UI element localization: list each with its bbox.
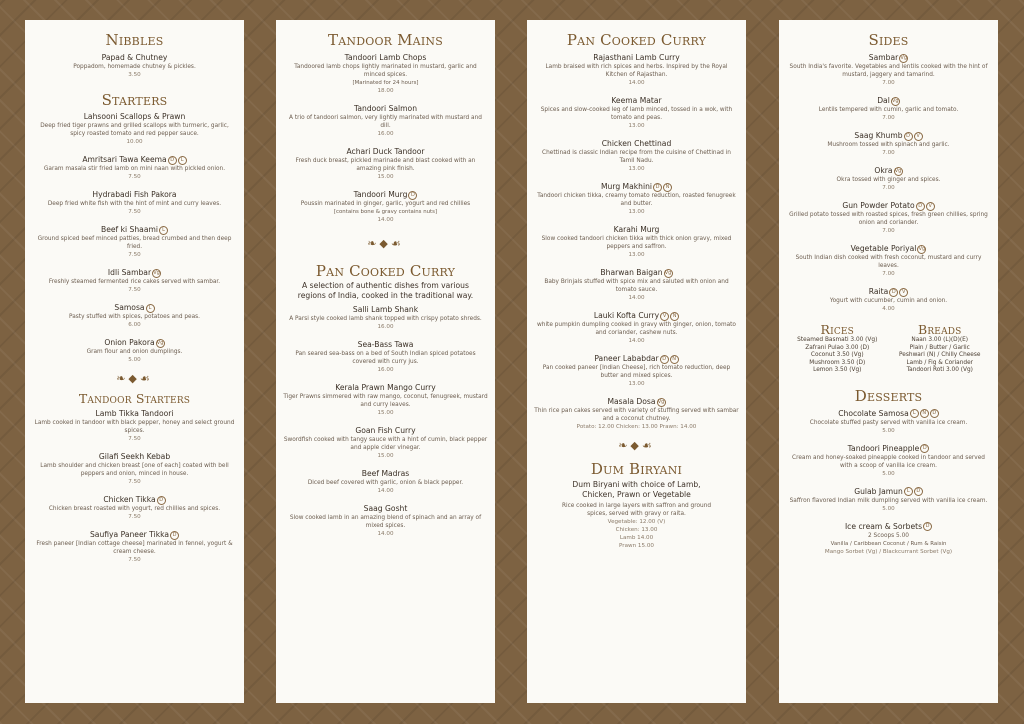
menu-item-price: 5.00 bbox=[882, 427, 895, 434]
biryani-price-lamb: Lamb 14.00 bbox=[619, 535, 654, 541]
menu-item-desc: A Parsi style cooked lamb shank topped with crispy potato shreds. bbox=[289, 316, 482, 322]
dietary-badge-icon: N bbox=[670, 355, 679, 364]
menu-item bbox=[534, 182, 739, 216]
tandoor-starters-list bbox=[32, 409, 237, 564]
dietary-badge-icon: Vg bbox=[894, 167, 902, 174]
menu-item-name bbox=[786, 244, 991, 254]
menu-item-name bbox=[283, 104, 488, 114]
nibbles-list bbox=[32, 53, 237, 79]
bread-item: Tandoori Roti 3.00 (Vg) bbox=[906, 367, 973, 374]
dietary-badge-icon: Vg bbox=[892, 97, 899, 104]
menu-item bbox=[786, 166, 991, 192]
ornament-divider-icon: ❧◆☙ bbox=[618, 439, 655, 452]
section-title-tandoor-starters: Tandoor Starters bbox=[78, 391, 191, 406]
menu-item-name bbox=[32, 155, 237, 165]
dietary-badge-icon: V bbox=[926, 202, 935, 211]
menu-item-name bbox=[283, 190, 488, 200]
menu-item-name-text: Sambar bbox=[868, 53, 899, 62]
menu-item-name bbox=[534, 268, 739, 278]
menu-item-desc: Cream and honey-soaked pineapple cooked in tandoor and served with a scoop of vanilla ice cream. bbox=[792, 454, 985, 469]
dietary-badge-icon: D bbox=[923, 522, 932, 531]
menu-item bbox=[786, 96, 991, 122]
menu-item-name bbox=[786, 444, 991, 454]
menu-item-price: 7.50 bbox=[128, 287, 141, 293]
dietary-badge-icon: D bbox=[914, 487, 923, 496]
menu-item-name bbox=[786, 53, 991, 63]
menu-item-name-text: Masala Dosa bbox=[607, 397, 656, 406]
dietary-badge-icon: L bbox=[178, 156, 187, 165]
menu-item-desc: Deep fried white fish with the hint of mint and curry leaves. bbox=[47, 201, 222, 207]
menu-item-name bbox=[534, 96, 739, 106]
menu-item-desc: Slow cooked tandoori chicken tikka with thick onion gravy, mixed peppers and saffron. bbox=[541, 236, 732, 250]
menu-item-name bbox=[534, 139, 739, 149]
menu-item-name-text: Raita bbox=[868, 287, 889, 296]
breads-column bbox=[889, 322, 992, 375]
menu-item bbox=[786, 487, 991, 513]
menu-item-desc: Gram flour and onion dumplings. bbox=[86, 349, 183, 355]
menu-item-name-text: Bharwan Baigan bbox=[600, 268, 663, 277]
menu-item bbox=[786, 53, 991, 87]
pan-cooked-continued-list bbox=[534, 53, 739, 431]
rices-breads bbox=[786, 322, 991, 375]
rice-item: Zafrani Pulao 3.00 (D) bbox=[805, 344, 870, 351]
dietary-badge-icon: L bbox=[146, 304, 155, 313]
menu-item-name-text: Keema Matar bbox=[611, 96, 662, 105]
menu-item-name-text: Lamb Tikka Tandoori bbox=[95, 409, 174, 418]
section-title-desserts: Desserts bbox=[854, 386, 923, 405]
menu-item bbox=[283, 469, 488, 495]
rice-item: Steamed Basmati 3.00 (Vg) bbox=[797, 337, 878, 343]
menu-item-name-text: Lauki Kofta Curry bbox=[593, 311, 660, 320]
menu-item bbox=[786, 444, 991, 478]
menu-item-name-text: Tandoori Salmon bbox=[353, 104, 418, 113]
menu-item-name-text: Saag Khumb bbox=[854, 131, 903, 140]
menu-item-price: 13.00 bbox=[628, 209, 645, 215]
menu-item-desc: Lamb cooked in tandoor with black pepper, honey and select ground spices. bbox=[34, 420, 235, 434]
menu-item-price: 16.00 bbox=[377, 324, 394, 330]
menu-item-name-text: Gulab Jamun bbox=[854, 486, 903, 496]
menu-item-desc: Tandoored lamb chops lightly marinated in mustard, garlic and minced spices. bbox=[294, 64, 477, 78]
menu-item-name-text: Tandoori Murg bbox=[353, 190, 408, 199]
menu-item-desc: Fresh paneer [Indian cottage cheese] marinated in fennel, yogurt & cream cheese. bbox=[36, 541, 233, 555]
menu-item-name bbox=[786, 201, 991, 211]
menu-panel-4 bbox=[779, 20, 998, 703]
pan-cooked-list bbox=[283, 305, 488, 538]
menu-item bbox=[32, 112, 237, 146]
menu-item-price: 4.00 bbox=[882, 306, 895, 312]
desserts-list bbox=[786, 409, 991, 556]
menu-item-name-text: Rajasthani Lamb Curry bbox=[593, 53, 680, 62]
menu-item-name bbox=[32, 112, 237, 122]
menu-item-name-text: Murg Makhini bbox=[600, 182, 653, 191]
menu-item-desc: Swordfish cooked with tangy sauce with a hint of cumin, black pepper and apple cider vinegar. bbox=[283, 437, 488, 451]
menu-item-price: 13.00 bbox=[628, 252, 645, 258]
menu-item bbox=[32, 53, 237, 79]
menu-item-name-text: Vegetable Poriyal bbox=[850, 244, 917, 253]
section-title-starters: Starters bbox=[101, 91, 168, 109]
menu-item-price: 16.00 bbox=[377, 367, 394, 373]
biryani-price-chicken: Chicken: 13.00 bbox=[615, 527, 658, 533]
menu-item-desc: South Indian dish cooked with fresh coconut, mustard and curry leaves. bbox=[795, 255, 982, 269]
dietary-badge-icon: D bbox=[904, 132, 913, 141]
menu-item-desc: Thin rice pan cakes served with variety of stuffing served with sambar and a coconut chutney. bbox=[534, 408, 739, 422]
dietary-badge-icon: D bbox=[889, 288, 898, 297]
menu-item-desc: Yogurt with cucumber, cumin and onion. bbox=[829, 298, 948, 304]
section-title-tandoor-mains: Tandoor Mains bbox=[328, 31, 443, 49]
menu-item-name bbox=[534, 354, 739, 364]
dietary-badge-icon: Vg bbox=[900, 54, 908, 61]
starters-list bbox=[32, 112, 237, 364]
menu-item-name bbox=[283, 469, 488, 479]
bread-item: Peshwari (N) / Chilly Cheese bbox=[899, 352, 981, 359]
menu-item-desc: Poussin marinated in ginger, garlic, yogurt and red chillies bbox=[300, 201, 471, 207]
menu-item-name-text: Gun Powder Potato bbox=[842, 201, 915, 210]
menu-item-name-text: Ice cream & Sorbets bbox=[844, 521, 923, 531]
menu-item bbox=[283, 383, 488, 417]
menu-item-price: 7.50 bbox=[128, 209, 141, 215]
menu-item-desc: Chocolate stuffed pasty served with vanilla ice cream. bbox=[809, 419, 968, 426]
menu-item bbox=[32, 452, 237, 486]
menu-item bbox=[283, 147, 488, 181]
menu-item-note: [Marinated for 24 hours] bbox=[352, 80, 419, 86]
menu-item-desc: South India's favorite. Vegetables and lentils cooked with the hint of mustard, jaggery and tamarind. bbox=[789, 64, 988, 78]
menu-item-name-text: Dal bbox=[877, 96, 890, 105]
menu-panel-3 bbox=[527, 20, 746, 703]
menu-item-name-text: Chocolate Samosa bbox=[838, 408, 909, 418]
rice-item: Coconut 3.50 (Vg) bbox=[810, 352, 864, 359]
menu-item bbox=[283, 305, 488, 331]
menu-item-desc: Freshly steamed fermented rice cakes served with sambar. bbox=[48, 279, 221, 285]
menu-item-name-text: Kerala Prawn Mango Curry bbox=[335, 383, 436, 392]
dietary-badge-icon: V bbox=[899, 288, 908, 297]
menu-item-name-text: Amritsari Tawa Keema bbox=[82, 155, 167, 164]
ornament-divider-icon: ❧◆☙ bbox=[367, 237, 404, 250]
menu-item-name bbox=[283, 383, 488, 393]
menu-item-name bbox=[32, 190, 237, 200]
menu-item-price: 7.50 bbox=[128, 557, 141, 563]
dietary-badge-icon: D bbox=[660, 355, 669, 364]
dietary-badge-icon: D bbox=[653, 183, 662, 192]
menu-item bbox=[786, 287, 991, 313]
menu-item-price: 15.00 bbox=[377, 174, 394, 180]
menu-item bbox=[786, 131, 991, 157]
menu-item bbox=[534, 354, 739, 388]
menu-item-name bbox=[32, 495, 237, 505]
rice-item: Mushroom 3.50 (D) bbox=[809, 359, 866, 366]
menu-item-name bbox=[534, 53, 739, 63]
menu-item-price: 5.00 bbox=[882, 470, 895, 477]
menu-item-name-text: Chicken Tikka bbox=[103, 495, 156, 504]
bread-item: Lamb / Fig & Coriander bbox=[906, 359, 974, 366]
menu-item bbox=[32, 225, 237, 259]
menu-item-desc: Diced beef covered with garlic, onion & black pepper. bbox=[307, 480, 464, 486]
menu-item-name bbox=[786, 96, 991, 106]
biryani-price-prawn: Prawn 15.00 bbox=[619, 543, 654, 549]
rice-item: Lemon 3.50 (Vg) bbox=[813, 367, 862, 374]
menu-item-name-text: Idli Sambar bbox=[107, 268, 152, 277]
menu-item-name bbox=[534, 225, 739, 235]
menu-item-name bbox=[786, 409, 991, 419]
section-title-biryani: Dum Biryani bbox=[590, 460, 683, 478]
menu-item-desc: Mushroom tossed with spinach and garlic. bbox=[827, 142, 950, 148]
section-title-sides: Sides bbox=[868, 31, 909, 49]
menu-item-price: 7.50 bbox=[128, 479, 141, 485]
dietary-badge-icon: D bbox=[920, 444, 929, 453]
menu-item-price: 13.00 bbox=[628, 166, 645, 172]
menu-item-price: 7.00 bbox=[882, 115, 895, 121]
menu-item-name bbox=[534, 182, 739, 192]
menu-item-price: 14.00 bbox=[628, 338, 645, 344]
dietary-badge-icon: V bbox=[660, 312, 669, 321]
menu-item-name-text: Samosa bbox=[114, 303, 145, 312]
bread-item: Plain / Butter / Garlic bbox=[909, 344, 970, 351]
menu-item-name bbox=[32, 530, 237, 540]
menu-item-name-text: Tandoori Lamb Chops bbox=[344, 53, 427, 62]
menu-item-name-text: Salli Lamb Shank bbox=[352, 305, 419, 314]
menu-item bbox=[32, 303, 237, 329]
menu-panel-2 bbox=[276, 20, 495, 703]
menu-item-name bbox=[786, 487, 991, 497]
menu-item-price: 7.50 bbox=[128, 252, 141, 258]
menu-item-name-text: Tandoori Pineapple bbox=[847, 443, 920, 453]
menu-item-price: 7.50 bbox=[128, 436, 141, 442]
menu-item-desc: 2 Scoops 5.00 bbox=[868, 532, 909, 539]
menu-item-name-text: Okra bbox=[874, 166, 893, 175]
menu-item-name bbox=[283, 53, 488, 63]
dietary-badge-icon: N bbox=[663, 183, 672, 192]
menu-item-name bbox=[32, 268, 237, 278]
menu-item bbox=[283, 53, 488, 95]
menu-item-price: 7.00 bbox=[882, 150, 895, 156]
section-title-breads: Breads bbox=[917, 322, 962, 337]
dietary-badge-icon: D bbox=[170, 531, 179, 540]
dietary-badge-icon: Vg bbox=[156, 339, 164, 346]
menu-item-name-text: Saag Gosht bbox=[363, 504, 408, 513]
menu-item-price: 10.00 bbox=[126, 139, 143, 145]
ornament-divider-icon: ❧◆☙ bbox=[116, 372, 153, 385]
dietary-badge-icon: N bbox=[920, 409, 929, 418]
menu-item-desc: white pumpkin dumpling cooked in gravy with ginger, onion, tomato and coriander, cashew nuts. bbox=[537, 322, 736, 336]
menu-item-desc: Chettinad is classic Indian recipe from the cuisine of Chettinad in Tamil Nadu. bbox=[542, 150, 731, 164]
menu-item-name-text: Hydrabadi Fish Pakora bbox=[92, 190, 177, 199]
menu-item bbox=[534, 53, 739, 87]
menu-item-price: 15.00 bbox=[377, 410, 394, 416]
menu-item-name-text: Lahsooni Scallops & Prawn bbox=[83, 112, 186, 121]
dietary-badge-icon: D bbox=[916, 202, 925, 211]
menu-item-name bbox=[32, 303, 237, 313]
menu-item-name-text: Saufiya Paneer Tikka bbox=[89, 530, 170, 539]
menu-item bbox=[283, 504, 488, 538]
menu-item-price: 15.00 bbox=[377, 453, 394, 459]
menu-item bbox=[786, 409, 991, 435]
menu-item-name bbox=[283, 147, 488, 157]
menu-item-name bbox=[786, 287, 991, 297]
menu-item-desc: Pan cooked paneer [Indian Cheese], rich tomato reduction, deep butter and mixed spices. bbox=[542, 365, 731, 379]
dietary-badge-icon: L bbox=[910, 409, 919, 418]
menu-item-desc: Tiger Prawns simmered with raw mango, coconut, fenugreek, mustard and curry leaves. bbox=[283, 394, 488, 408]
menu-item-desc: Fresh duck breast, pickled marinade and blast cooked with an amazing pink finish. bbox=[295, 158, 476, 172]
menu-item bbox=[32, 190, 237, 216]
menu-item-name bbox=[283, 504, 488, 514]
menu-item-price: 14.00 bbox=[628, 80, 645, 86]
biryani-desc: Rice cooked in large layers with saffron and ground spices, served with gravy or raita. bbox=[561, 503, 712, 517]
menu-item bbox=[786, 244, 991, 278]
menu-item-price: 14.00 bbox=[377, 217, 394, 223]
menu-item-desc: Pan seared sea-bass on a bed of South Indian spiced potatoes covered with curry jus. bbox=[295, 351, 476, 365]
menu-item-note: [contains bone & gravy contains nuts] bbox=[333, 209, 438, 215]
dietary-badge-icon: Vg bbox=[664, 269, 672, 276]
menu-item-name-text: Goan Fish Curry bbox=[355, 426, 416, 435]
menu-item bbox=[32, 409, 237, 443]
menu-item bbox=[283, 340, 488, 374]
menu-item-name-text: Beef Madras bbox=[361, 469, 410, 478]
menu-item-price: 7.50 bbox=[128, 514, 141, 520]
menu-item-price: 3.50 bbox=[128, 72, 141, 78]
menu-item-price: 18.00 bbox=[377, 88, 394, 94]
menu-item-name bbox=[283, 340, 488, 350]
menu-item-price: 14.00 bbox=[628, 295, 645, 301]
menu-item bbox=[534, 311, 739, 345]
menu-item bbox=[786, 201, 991, 235]
menu-item-price: 16.00 bbox=[377, 131, 394, 137]
menu-item-name bbox=[32, 409, 237, 419]
menu-item bbox=[534, 268, 739, 302]
bread-item: Naan 3.00 (L)(D)(E) bbox=[911, 337, 969, 343]
menu-item-name-text: Paneer Lababdar bbox=[594, 354, 659, 363]
dietary-badge-icon: V bbox=[914, 132, 923, 141]
dietary-badge-icon: D bbox=[157, 496, 166, 505]
menu-item bbox=[283, 104, 488, 138]
menu-item-price: 7.00 bbox=[882, 80, 895, 86]
menu-item-name bbox=[32, 225, 237, 235]
dietary-badge-icon: Vg bbox=[657, 398, 665, 405]
dietary-badge-icon: N bbox=[670, 312, 679, 321]
pan-cooked-intro: A selection of authentic dishes from various regions of India, cooked in the traditional way. bbox=[297, 281, 474, 300]
menu-item-price: 7.00 bbox=[882, 185, 895, 191]
menu-item-name-text: Onion Pakora bbox=[104, 338, 155, 347]
dietary-badge-icon: Vg bbox=[153, 269, 160, 276]
section-title-pan-cooked-continued: Pan Cooked Curry bbox=[566, 31, 707, 49]
menu-item-desc: Ground spiced beef minced patties, bread crumbed and then deep fried. bbox=[37, 236, 232, 250]
menu-item-desc: A trio of tandoori salmon, very lightly marinated with mustard and dill. bbox=[289, 115, 482, 129]
menu-item bbox=[32, 530, 237, 564]
menu-item-name-text: Karahi Murg bbox=[613, 225, 660, 234]
menu-item-desc: Spices and slow-cooked leg of lamb minced, tossed in a wok, with tomato and peas. bbox=[540, 107, 733, 121]
menu-panel-1 bbox=[25, 20, 244, 703]
menu-item bbox=[32, 268, 237, 294]
menu-item-price: 13.00 bbox=[628, 381, 645, 387]
menu-item-price: Potato: 12.00 Chicken: 13.00 Prawn: 14.00 bbox=[576, 424, 697, 430]
menu-item-name bbox=[283, 305, 488, 315]
section-title-pan-cooked: Pan Cooked Curry bbox=[315, 262, 456, 280]
menu-item-desc: Lamb braised with rich spices and herbs. Inspired by the Royal Kitchen of Rajasthan. bbox=[545, 64, 728, 78]
menu-item bbox=[534, 96, 739, 130]
menu-item bbox=[32, 495, 237, 521]
menu-item-name bbox=[534, 311, 739, 321]
menu-item-name bbox=[283, 426, 488, 436]
tandoor-mains-list bbox=[283, 53, 488, 224]
menu-item bbox=[283, 426, 488, 460]
menu-item bbox=[283, 190, 488, 224]
menu-item-name-text: Chicken Chettinad bbox=[601, 139, 672, 148]
menu-item-desc: Chicken breast roasted with yogurt, red chillies and spices. bbox=[48, 506, 221, 512]
menu-item-price: 7.50 bbox=[128, 174, 141, 180]
dietary-badge-icon: D bbox=[408, 191, 417, 200]
menu-item-desc: Garam masala stir fried lamb on mini naan with pickled onion. bbox=[43, 166, 226, 172]
dietary-badge-icon: D bbox=[168, 156, 177, 165]
menu-item-price: 14.00 bbox=[377, 488, 394, 494]
menu-item-price: Mango Sorbet (Vg) / Blackcurrant Sorbet (Vg) bbox=[824, 548, 953, 555]
menu-item-desc: Pasty stuffed with spices, potatoes and peas. bbox=[68, 314, 201, 320]
menu-item bbox=[534, 139, 739, 173]
section-title-nibbles: Nibbles bbox=[105, 31, 164, 49]
menu-item-desc: Saffron flavored Indian milk dumpling served with vanilla ice cream. bbox=[789, 497, 988, 504]
biryani-intro: Dum Biryani with choice of Lamb, Chicken, Prawn or Vegetable bbox=[572, 480, 701, 499]
menu-item-desc: Slow cooked lamb in an amazing blend of spinach and an array of mixed spices. bbox=[289, 515, 482, 529]
biryani-price-vegetable: Vegetable: 12.00 (V) bbox=[607, 519, 666, 525]
menu-item-price: 7.00 bbox=[882, 228, 895, 234]
menu-item-price: 6.00 bbox=[128, 322, 141, 328]
dietary-badge-icon: L bbox=[904, 487, 913, 496]
menu-item bbox=[32, 155, 237, 181]
menu-item-name bbox=[786, 522, 991, 532]
menu-item-name bbox=[32, 338, 237, 348]
dietary-badge-icon: D bbox=[930, 409, 939, 418]
menu-item-name bbox=[534, 397, 739, 407]
menu-item-price: 5.00 bbox=[882, 505, 895, 512]
menu-item-desc: Lentils tempered with cumin, garlic and tomato. bbox=[818, 107, 959, 113]
menu-item-desc: Grilled potato tossed with roasted spices, fresh green chillies, spring onion and coriander. bbox=[789, 212, 988, 226]
sides-list bbox=[786, 53, 991, 313]
menu-item-name bbox=[786, 131, 991, 141]
menu-item-price: 13.00 bbox=[628, 123, 645, 129]
menu-item-desc: Okra tossed with ginger and spices. bbox=[836, 177, 941, 183]
menu-item-desc: Poppadom, homemade chutney & pickles. bbox=[73, 64, 196, 70]
menu-item-name bbox=[32, 452, 237, 462]
menu-item-desc: Tandoori chicken tikka, creamy tomato reduction, roasted fenugreek and butter. bbox=[537, 193, 736, 207]
menu-item-name bbox=[786, 166, 991, 176]
menu-item bbox=[32, 338, 237, 364]
menu-item-name-text: Sea-Bass Tawa bbox=[357, 340, 414, 349]
menu-item bbox=[534, 225, 739, 259]
menu-item-name-text: Achari Duck Tandoor bbox=[346, 147, 425, 156]
dietary-badge-icon: L bbox=[159, 226, 168, 235]
menu-item-name-text: Beef ki Shaami bbox=[100, 225, 158, 234]
menu-item-desc: Deep fried tiger prawns and grilled scallops with turmeric, garlic, spicy roasted tomato and red pepper sauce. bbox=[40, 123, 229, 137]
menu-item bbox=[786, 522, 991, 556]
rices-column bbox=[786, 322, 889, 375]
menu-item-name-text: Gilafi Seekh Kebab bbox=[98, 452, 171, 461]
menu-item-desc: Baby Brinjals stuffed with spice mix and saluted with onion and tomato sauce. bbox=[544, 279, 729, 293]
dietary-badge-icon: Vg bbox=[918, 245, 926, 252]
menu-item-name-text: Papad & Chutney bbox=[101, 53, 168, 62]
section-title-rices: Rices bbox=[820, 322, 855, 337]
menu-item-desc: Lamb shoulder and chicken breast [one of each] coated with bell peppers and onion, minced in house. bbox=[40, 463, 229, 477]
menu-item bbox=[534, 397, 739, 431]
menu-item-price: 5.00 bbox=[128, 357, 141, 363]
menu-item-note: Vanilla / Caribbean Coconut / Rum & Raisin bbox=[830, 540, 947, 547]
menu-item-price: 7.00 bbox=[882, 271, 895, 277]
menu-item-price: 14.00 bbox=[377, 531, 394, 537]
menu-item-name bbox=[32, 53, 237, 63]
